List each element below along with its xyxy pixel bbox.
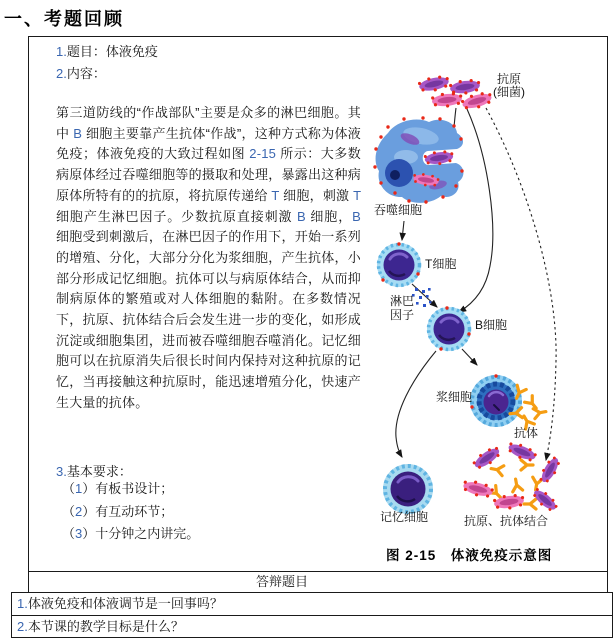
lymphokine-dots [412, 288, 431, 307]
memory-cell-label: 记忆细胞 [380, 510, 429, 524]
requirement-item: （2）有互动环节； [62, 504, 174, 519]
exam-content-paragraph: 第三道防线的“作战部队”主要是众多的淋巴细胞。其中 B 细胞主要靠产生抗体“作战”，这种方式称为体液免疫；体液免疫的大致过程如图 2-15 所示：大多数病原体经过吞噬细胞等的摄取和处理，暴露出这种病原体所特有的的抗原，将抗原传递给 T 细胞，刺激 T 细胞产生淋巴因子。少数抗原直接刺激 B 细胞，B 细胞受到刺激后，在淋巴因子的作用下，开始一系列的增殖、分化，大部分分化为浆细胞，产生抗体，小部分形成记忆细胞。抗体可以与病原体结合，从而抑制病原体的繁殖或对人体细胞的黏附。在多数情况下，抗原、抗体结合后会发生进一步的变化，如形成沉淀或细胞集团，进而被吞噬细胞吞噬消化。记忆细胞可以在抗原消失后很长时间内保持对这种抗原的记忆，当再接触这种抗原时，能迅速增殖分化，快速产生大量的抗体。 [56, 105, 362, 410]
lymphokine-label: 淋巴 因子 [390, 294, 415, 322]
exam-review-table [28, 36, 608, 593]
defense-questions-table [11, 592, 613, 638]
plasma-cell [470, 374, 522, 427]
humoral-immunity-diagram [366, 61, 608, 571]
b-cell [427, 306, 471, 351]
page-title: 一、考题回顾 [4, 9, 124, 29]
defense-question-row: 1.体液免疫和体液调节是一回事吗？ [12, 593, 612, 616]
antigen-label: 抗原 (细菌) [493, 72, 525, 99]
plasma-cell-label: 浆细胞 [436, 390, 473, 404]
figure-caption: 图 2-15 体液免疫示意图 [386, 548, 553, 563]
antigen-bacteria [417, 73, 494, 112]
antigen-antibody-complex [461, 440, 563, 515]
t-cell-label: T细胞 [425, 257, 457, 271]
exam-item-content: 2.内容： [56, 66, 106, 81]
defense-question-row: 2.本节课的教学目标是什么？ [17, 619, 184, 634]
phagocyte-cell [373, 116, 463, 203]
requirement-item: （3）十分钟之内讲完。 [62, 526, 200, 541]
requirement-item: （1）有板书设计； [62, 481, 174, 496]
t-cell [377, 242, 421, 287]
defense-header-row: 答辩题目 [29, 571, 607, 592]
memory-cell [383, 464, 433, 514]
exam-item-title: 1.题目：体液免疫 [56, 44, 158, 59]
b-cell-label: B细胞 [475, 318, 508, 332]
phagocyte-label: 吞噬细胞 [374, 203, 423, 217]
antibody-label: 抗体 [514, 426, 539, 440]
complex-label: 抗原、抗体结合 [464, 514, 549, 528]
exam-item-requirements: 3.基本要求： [56, 464, 132, 479]
